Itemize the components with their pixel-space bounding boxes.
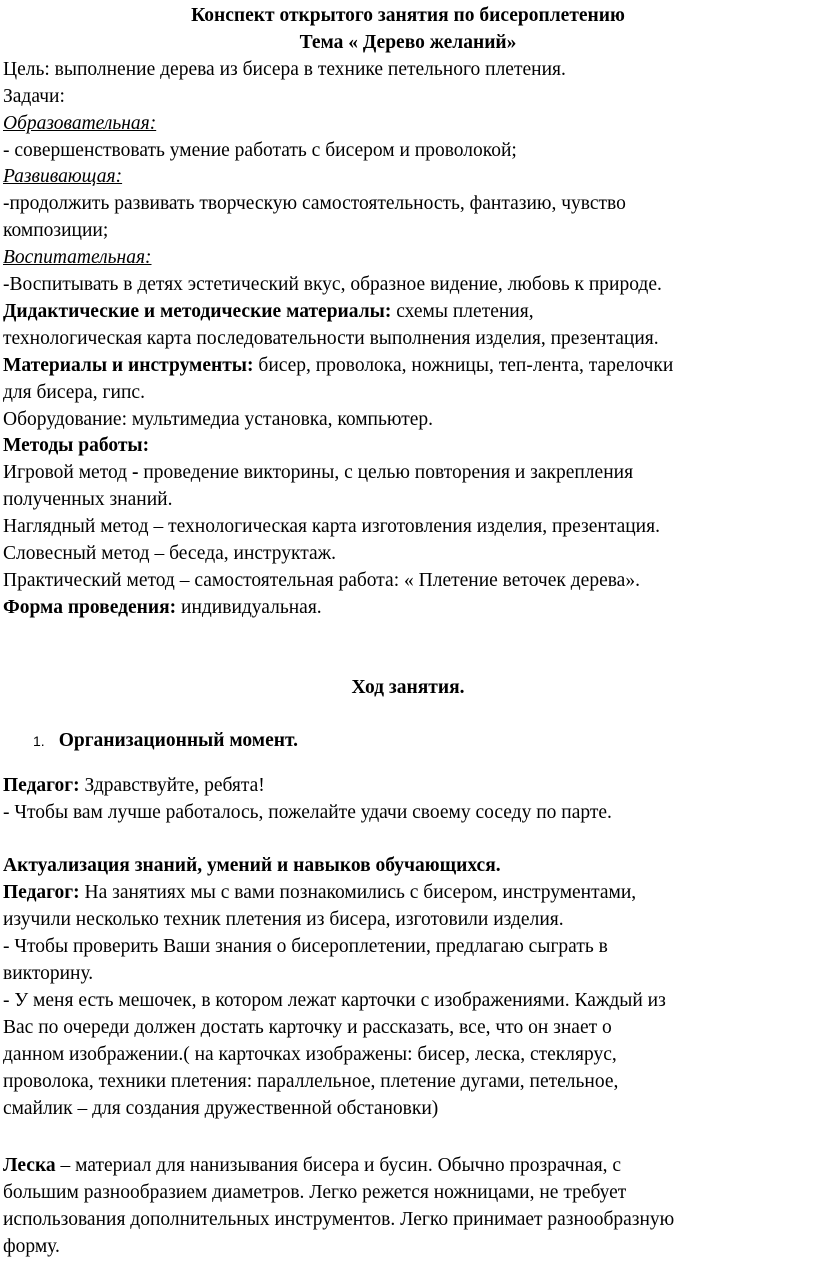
method-verbal: Словесный метод – беседа, инструктаж. [3, 543, 337, 564]
developmental-text-cont: композиции; [3, 220, 109, 241]
document-title: Конспект открытого занятия по бисероплетению [191, 5, 625, 26]
upbringing-label: Воспитательная: [3, 247, 152, 268]
method-game: Игровой метод - проведение викторины, с целью повторения и закрепления [3, 462, 634, 483]
tasks-label: Задачи: [3, 86, 65, 107]
topic-title: Тема « Дерево желаний» [299, 32, 517, 53]
goal-text: Цель: выполнение дерева из бисера в технике петельного плетения. [3, 59, 566, 80]
equipment-text: Оборудование: мультимедиа установка, компьютер. [3, 409, 433, 430]
leska-definition-2: большим разнообразием диаметров. Легко режется ножницами, не требует [3, 1182, 627, 1203]
quiz-text-cont: викторину. [3, 963, 94, 984]
didactic-materials: Дидактические и методические материалы: схемы плетения, [3, 301, 534, 322]
leska-definition-4: форму. [3, 1236, 60, 1257]
upbringing-text: -Воспитывать в детях эстетический вкус, образное видение, любовь к природе. [3, 274, 662, 295]
teacher-greeting: Педагог: Здравствуйте, ребята! [3, 775, 265, 796]
wish-text: - Чтобы вам лучше работалось, пожелайте удачи своему соседу по парте. [3, 802, 612, 823]
didactic-materials-cont: технологическая карта последовательности выполнения изделия, презентация. [3, 328, 659, 349]
leska-definition: Леска – материал для нанизывания бисера и бусин. Обычно прозрачная, с [3, 1155, 622, 1176]
leska-definition-3: использования дополнительных инструментов. Легко принимает разнообразную [3, 1209, 675, 1230]
bag-text-4: проволока, техники плетения: параллельное, плетение дугами, петельное, [3, 1071, 619, 1092]
method-practical: Практический метод – самостоятельная работа: « Плетение веточек дерева». [3, 570, 640, 591]
developmental-label: Развивающая: [3, 166, 123, 187]
actualization-text: Педагог: На занятиях мы с вами познакомились с бисером, инструментами, [3, 882, 637, 903]
developmental-text: -продолжить развивать творческую самостоятельность, фантазию, чувство [3, 193, 626, 214]
step1-heading: 1. Организационный момент. [33, 730, 298, 751]
materials-tools-cont: для бисера, гипс. [3, 382, 145, 403]
materials-tools: Материалы и инструменты: бисер, проволока, ножницы, теп-лента, тарелочки [3, 355, 674, 376]
bag-text-1: - У меня есть мешочек, в котором лежат карточки с изображениями. Каждый из [3, 990, 666, 1011]
method-game-cont: полученных знаний. [3, 489, 173, 510]
actualization-heading: Актуализация знаний, умений и навыков обучающихся. [3, 855, 501, 876]
bag-text-2: Вас по очереди должен достать карточку и рассказать, все, что он знает о [3, 1017, 612, 1038]
methods-heading: Методы работы: [3, 435, 150, 456]
lesson-form: Форма проведения: индивидуальная. [3, 597, 322, 618]
lesson-progress-heading: Ход занятия. [351, 677, 465, 698]
bag-text-5: смайлик – для создания дружественной обстановки) [3, 1098, 439, 1119]
method-visual: Наглядный метод – технологическая карта изготовления изделия, презентация. [3, 516, 660, 537]
educational-label: Образовательная: [3, 113, 157, 134]
educational-text: - совершенствовать умение работать с бисером и проволокой; [3, 140, 517, 161]
step1-number: 1. [33, 733, 45, 749]
actualization-text-cont: изучили несколько техник плетения из бисера, изготовили изделия. [3, 909, 564, 930]
bag-text-3: данном изображении.( на карточках изображены: бисер, леска, стеклярус, [3, 1044, 617, 1065]
quiz-text: - Чтобы проверить Ваши знания о бисероплетении, предлагаю сыграть в [3, 936, 608, 957]
